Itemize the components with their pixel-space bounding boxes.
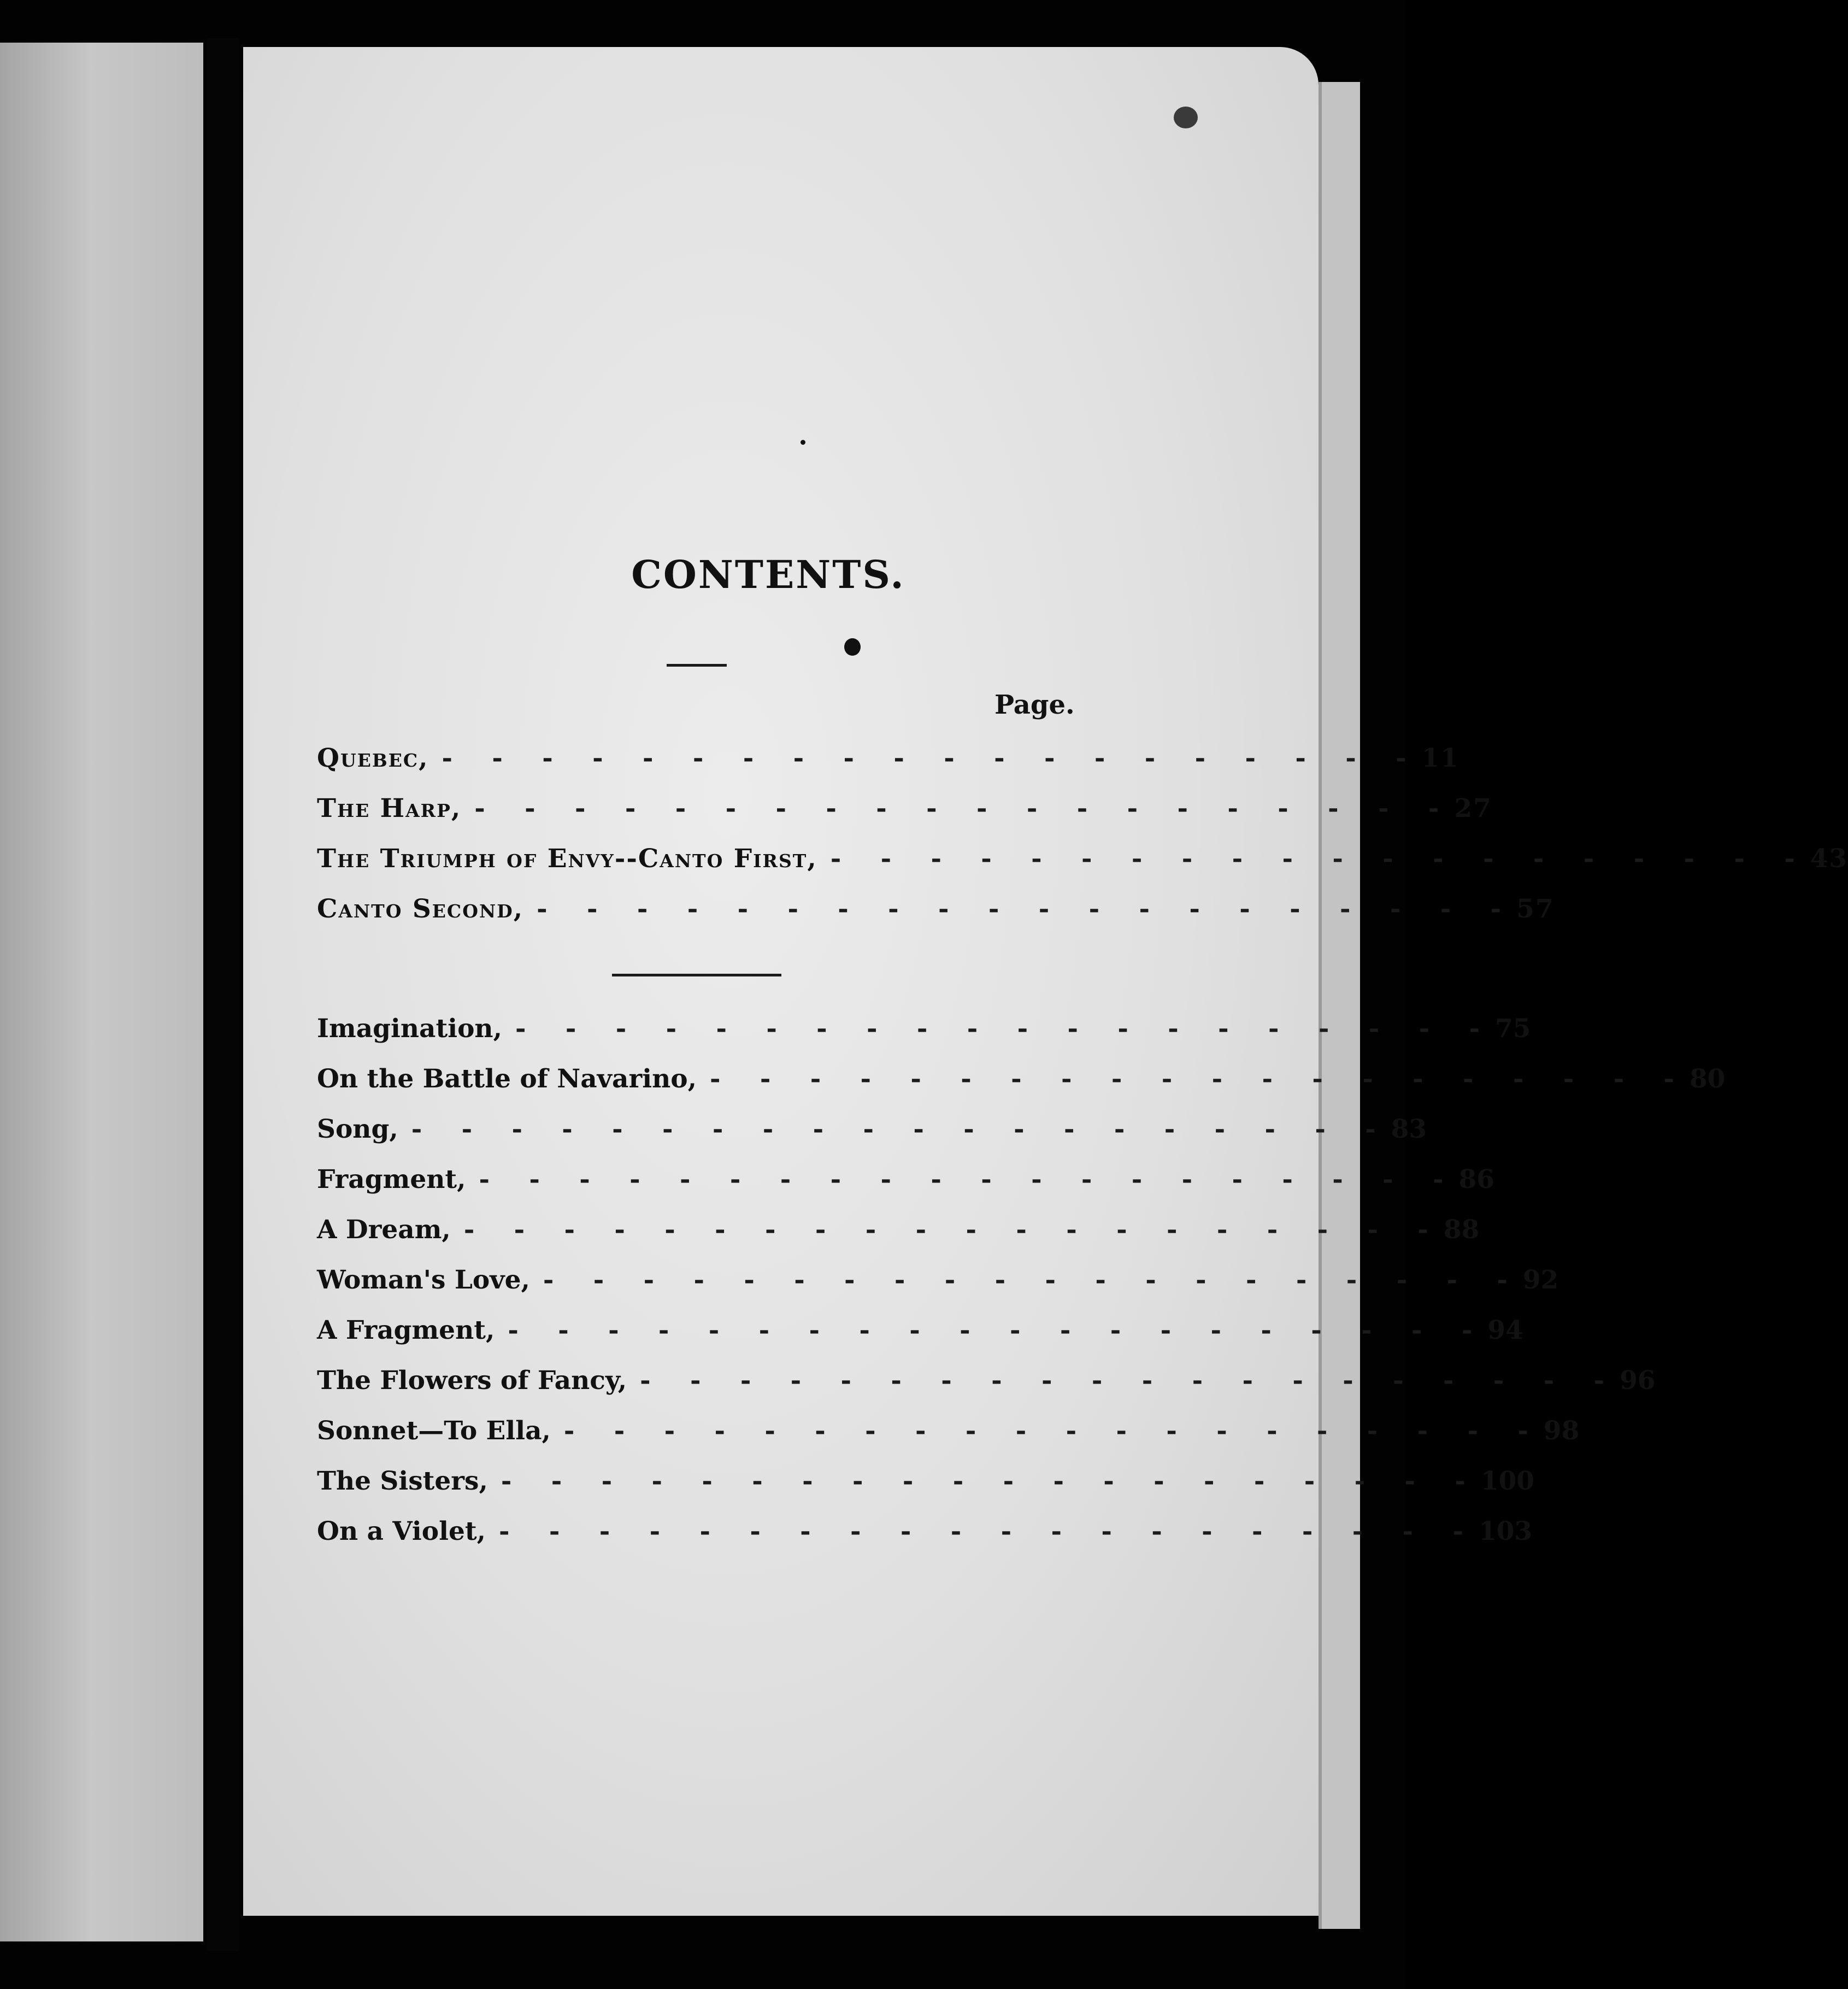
toc-entry-page: 103: [1479, 1516, 1533, 1546]
toc-entry-title: The Harp,: [317, 793, 462, 823]
toc-entry: [317, 793, 1492, 844]
toc-entry-title: The Flowers of Fancy,: [317, 1366, 627, 1396]
dot-leader: - - - - - - - - - - - - - - - - - - - -: [411, 1114, 1391, 1144]
section-divider: [612, 974, 781, 976]
dot-leader: - - - - - - - - - - - - - - - - - - - -: [537, 894, 1517, 924]
toc-entry-title: The Triumph of Envy--Canto First,: [317, 844, 817, 874]
toc-entry: [317, 1114, 1427, 1164]
ink-blot: [844, 638, 861, 656]
dot-leader: - - - - - - - - - - - - - - - - - - - -: [508, 1315, 1488, 1345]
toc-entry: [317, 1014, 1531, 1064]
dot-leader: - - - - - - - - - - - - - - - - - - - -: [501, 1466, 1481, 1496]
toc-entry: [317, 844, 1848, 894]
toc-entry-page: 96: [1620, 1366, 1656, 1396]
toc-entry-title: On a Violet,: [317, 1516, 486, 1546]
toc-entry-title: Song,: [317, 1114, 398, 1144]
toc-entry-page: 11: [1421, 743, 1459, 773]
toc-entry-title: Canto Second,: [317, 894, 524, 924]
toc-entry-page: 86: [1458, 1164, 1494, 1194]
dot-leader: - - - - - - - - - - - - - - - - - - - -: [563, 1416, 1544, 1446]
page-column-label: Page.: [994, 690, 1075, 720]
toc-entry-title: On the Battle of Navarino,: [317, 1064, 697, 1094]
toc-entry: [317, 1064, 1726, 1114]
toc-entry-page: 80: [1689, 1064, 1726, 1094]
toc-section-minor-poems: [317, 1014, 1726, 1567]
toc-entry: [317, 1164, 1494, 1215]
toc-entry-title: Fragment,: [317, 1164, 466, 1194]
ink-speck: [801, 440, 805, 445]
toc-entry: [317, 1516, 1533, 1567]
dot-leader: - - - - - - - - - - - - - - - - - - - -: [498, 1516, 1479, 1546]
dot-leader: - - - - - - - - - - - - - - - - - - - -: [463, 1215, 1444, 1245]
title-rule: [667, 664, 727, 667]
toc-entry-page: 83: [1391, 1114, 1427, 1144]
dot-leader: - - - - - - - - - - - - - - - - - - - -: [709, 1064, 1690, 1094]
toc-entry: [317, 743, 1459, 793]
toc-entry-page: 88: [1443, 1215, 1480, 1245]
toc-entry-title: Imagination,: [317, 1014, 502, 1044]
toc-entry-title: The Sisters,: [317, 1466, 488, 1496]
toc-entry-page: 57: [1516, 894, 1555, 924]
toc-entry-page: 98: [1543, 1416, 1580, 1446]
dot-leader: - - - - - - - - - - - - - - - - - - - -: [442, 743, 1422, 773]
toc-entry: [317, 1416, 1580, 1466]
toc-entry: [317, 1366, 1656, 1416]
toc-entry-page: 27: [1454, 793, 1492, 823]
dot-leader: - - - - - - - - - - - - - - - - - - - -: [515, 1014, 1495, 1044]
page-fore-edge: [1319, 82, 1360, 1929]
page-title: CONTENTS.: [631, 552, 905, 597]
dot-leader: - - - - - - - - - - - - - - - - - - - -: [640, 1366, 1620, 1396]
toc-entry-title: Quebec,: [317, 743, 429, 773]
toc-entry-page: 43: [1810, 844, 1848, 874]
dot-leader: - - - - - - - - - - - - - - - - - - - -: [543, 1265, 1523, 1295]
toc-entry-title: Sonnet—To Ella,: [317, 1416, 551, 1446]
toc-entry: [317, 894, 1555, 944]
dot-leader: - - - - - - - - - - - - - - - - - - - -: [474, 793, 1455, 823]
dot-leader: - - - - - - - - - - - - - - - - - - - -: [479, 1164, 1459, 1194]
toc-entry-title: A Fragment,: [317, 1315, 495, 1345]
ink-blot: [1174, 107, 1198, 128]
toc-entry-page: 92: [1522, 1265, 1559, 1295]
toc-entry: [317, 1315, 1523, 1366]
facing-page-edge: [0, 43, 203, 1941]
toc-entry: [317, 1265, 1559, 1315]
toc-section-main: [317, 743, 1848, 944]
toc-entry-title: A Dream,: [317, 1215, 451, 1245]
toc-entry-title: Woman's Love,: [317, 1265, 530, 1295]
toc-entry: [317, 1215, 1480, 1265]
toc-entry: [317, 1466, 1535, 1516]
toc-entry-page: 94: [1487, 1315, 1523, 1345]
book-gutter: [207, 38, 239, 1951]
dot-leader: - - - - - - - - - - - - - - - - - - - -: [830, 844, 1810, 874]
contents-page: [243, 47, 1319, 1916]
toc-entry-page: 75: [1495, 1014, 1531, 1044]
toc-entry-page: 100: [1480, 1466, 1535, 1496]
